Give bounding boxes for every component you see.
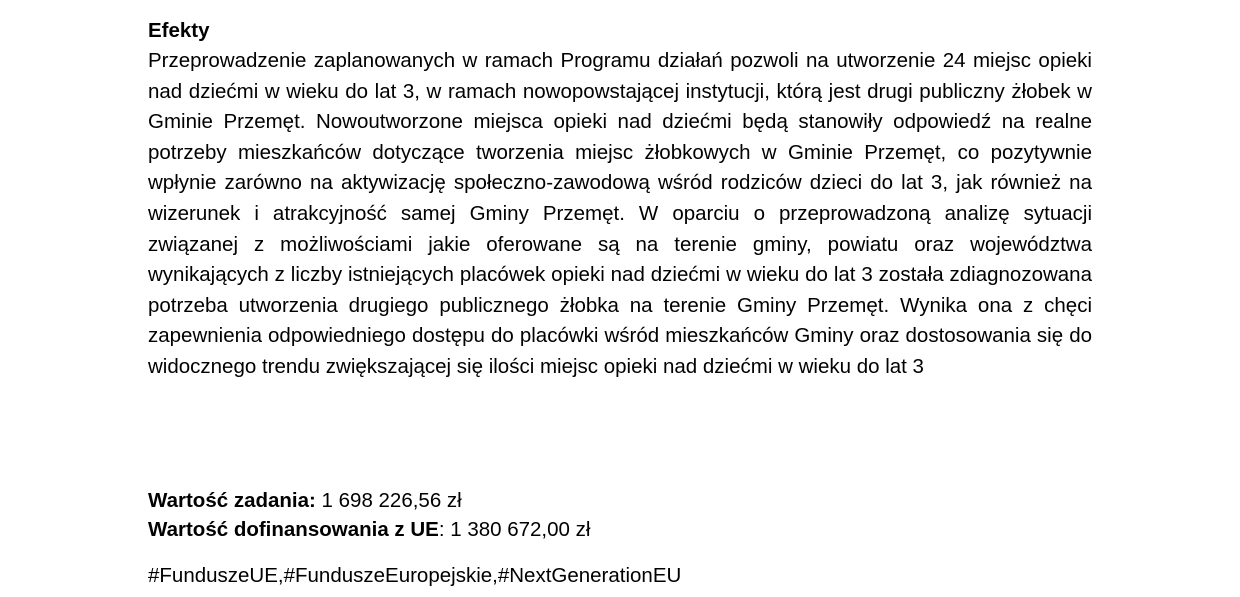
task-value-row (148, 486, 590, 515)
eu-funding-amount: : 1 380 672,00 zł (438, 518, 591, 541)
effects-paragraph: Przeprowadzenie zaplanowanych w ramach Programu działań pozwoli na utworzenie 24 miejsc opieki nad dziećmi w wieku do lat 3, w ramach nowopowstającej instytucji, którą jest drugi publiczny żłobek w Gminie Przemęt. Nowoutworzone miejsca opieki nad dziećmi będą stanowiły odpowiedź na realne potrzeby mieszkańców dotyczące tworzenia miejsc żłobkowych w Gminie Przemęt, co pozytywnie wpłynie zarówno na aktywizację społeczno-zawodową wśród rodziców dzieci do lat 3, jak również na wizerunek i atrakcyjność samej Gminy Przemęt. W oparciu o przeprowadzoną analizę sytuacji związanej z możliwościami jakie oferowane są na terenie gminy, powiatu oraz województwa wynikających z liczby istniejących placówek opieki nad dziećmi w wieku do lat 3 została zdiagnozowana potrzeba utworzenia drugiego publicznego żłobka na terenie Gminy Przemęt. Wynika ona z chęci zapewnienia odpowiedniego dostępu do placówki wśród mieszkańców Gminy oraz dostosowania się do widocznego trendu zwiększającej się ilości miejsc opieki nad dziećmi w wieku do lat 3 (148, 49, 1092, 378)
funding-values (148, 486, 590, 544)
task-value-label: Wartość zadania: (148, 489, 316, 512)
section-heading: Efekty (148, 19, 210, 42)
eu-funding-row (148, 515, 590, 544)
effects-section (148, 16, 1092, 383)
task-value-amount: 1 698 226,56 zł (315, 489, 462, 512)
eu-funding-label: Wartość dofinansowania z UE (148, 518, 439, 541)
hashtags-line: #FunduszeUE,#FunduszeEuropejskie,#NextGenerationEU (148, 564, 682, 587)
